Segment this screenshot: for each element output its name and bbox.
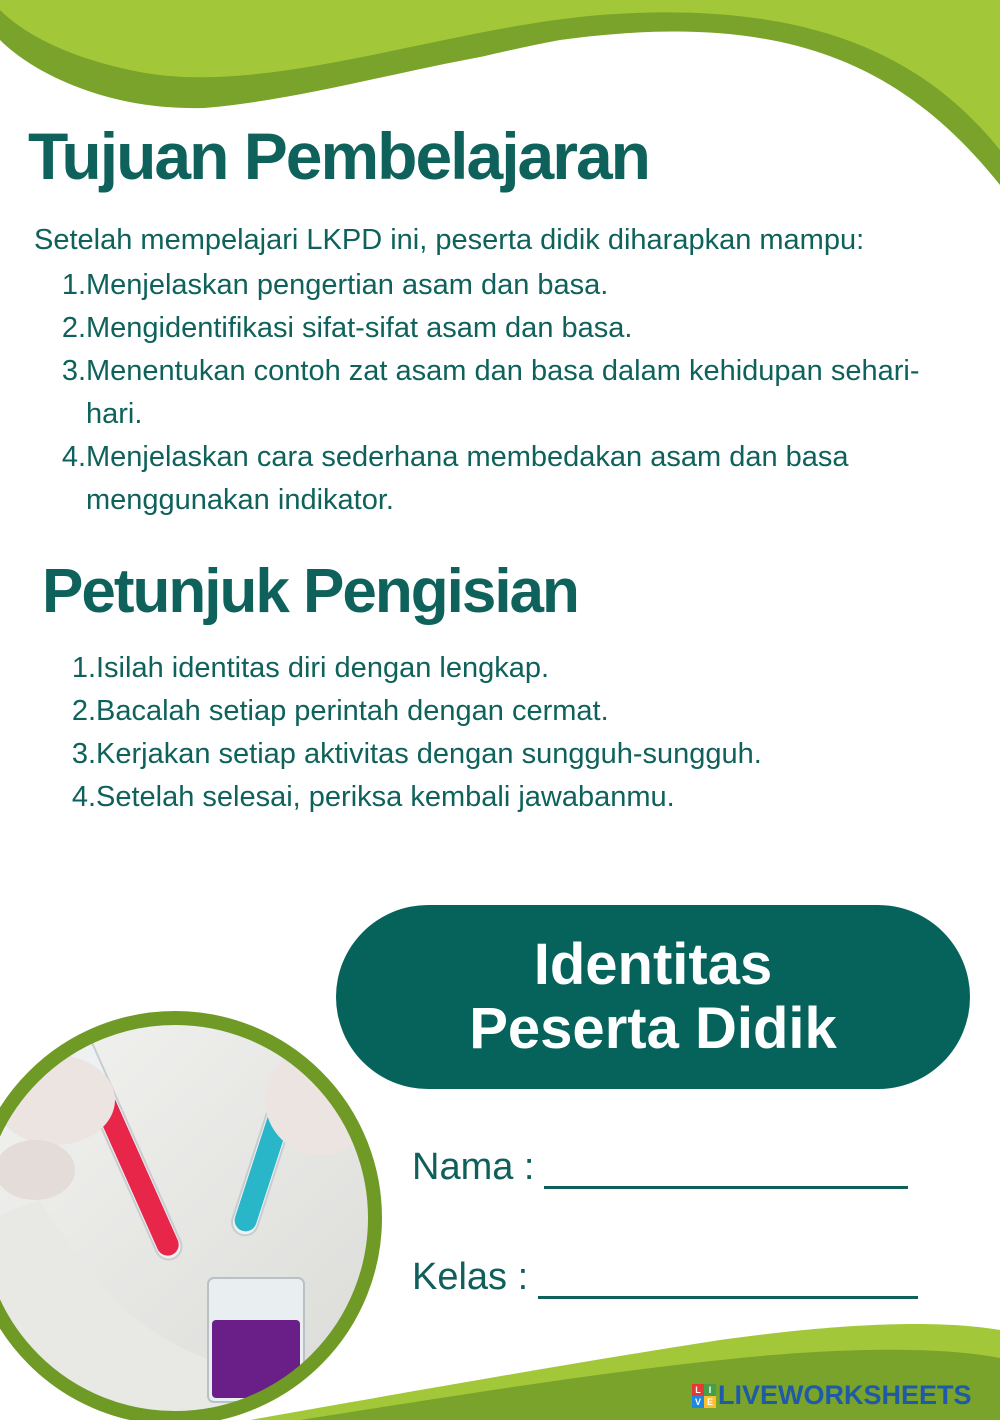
petunjuk-pengisian-title: Petunjuk Pengisian xyxy=(42,557,578,626)
kelas-field[interactable] xyxy=(412,1256,918,1299)
nama-label: Nama : xyxy=(412,1146,535,1188)
list-text: Setelah selesai, periksa kembali jawabanmu. xyxy=(96,781,675,813)
list-text: Kerjakan setiap aktivitas dengan sungguh-sungguh. xyxy=(96,738,762,770)
list-item xyxy=(40,264,990,307)
list-item xyxy=(40,436,990,522)
mark-letter: L xyxy=(692,1384,704,1396)
list-text: Menjelaskan cara sederhana membedakan asam dan basa menggunakan indikator. xyxy=(86,441,849,516)
list-item xyxy=(40,647,940,690)
liveworksheets-mark-icon xyxy=(692,1384,716,1408)
tujuan-list xyxy=(40,264,990,522)
list-number: 1. xyxy=(61,269,86,301)
kelas-blank-line[interactable] xyxy=(538,1271,918,1299)
list-item xyxy=(40,350,990,436)
list-number: 3. xyxy=(71,738,96,770)
liveworksheets-logo[interactable] xyxy=(692,1380,972,1411)
list-number: 3. xyxy=(61,355,86,387)
tujuan-pembelajaran-title: Tujuan Pembelajaran xyxy=(28,119,649,193)
list-item xyxy=(40,776,940,819)
list-number: 4. xyxy=(71,781,96,813)
list-number: 2. xyxy=(71,695,96,727)
list-item xyxy=(40,690,940,733)
nama-blank-line[interactable] xyxy=(544,1161,908,1189)
list-number: 2. xyxy=(61,312,86,344)
list-text: Menentukan contoh zat asam dan basa dalam kehidupan sehari-hari. xyxy=(86,355,920,430)
petunjuk-list xyxy=(40,647,940,819)
nama-field[interactable] xyxy=(412,1146,908,1189)
list-text: Menjelaskan pengertian asam dan basa. xyxy=(86,269,609,301)
list-item xyxy=(40,733,940,776)
mark-letter: I xyxy=(704,1384,716,1396)
tujuan-intro: Setelah mempelajari LKPD ini, peserta didik diharapkan mampu: xyxy=(34,224,865,256)
list-item xyxy=(40,307,990,350)
identitas-line-2: Peserta Didik xyxy=(469,996,837,1061)
mark-letter: E xyxy=(704,1396,716,1408)
list-number: 4. xyxy=(61,441,86,473)
list-text: Bacalah setiap perintah dengan cermat. xyxy=(96,695,609,727)
mark-letter: V xyxy=(692,1396,704,1408)
identitas-line-1: Identitas xyxy=(533,932,773,997)
identitas-banner xyxy=(336,905,970,1089)
kelas-label: Kelas : xyxy=(412,1256,529,1298)
list-text: Isilah identitas diri dengan lengkap. xyxy=(96,652,550,684)
list-text: Mengidentifikasi sifat-sifat asam dan basa. xyxy=(86,312,633,344)
liveworksheets-text: LIVEWORKSHEETS xyxy=(718,1380,972,1410)
list-number: 1. xyxy=(71,652,96,684)
